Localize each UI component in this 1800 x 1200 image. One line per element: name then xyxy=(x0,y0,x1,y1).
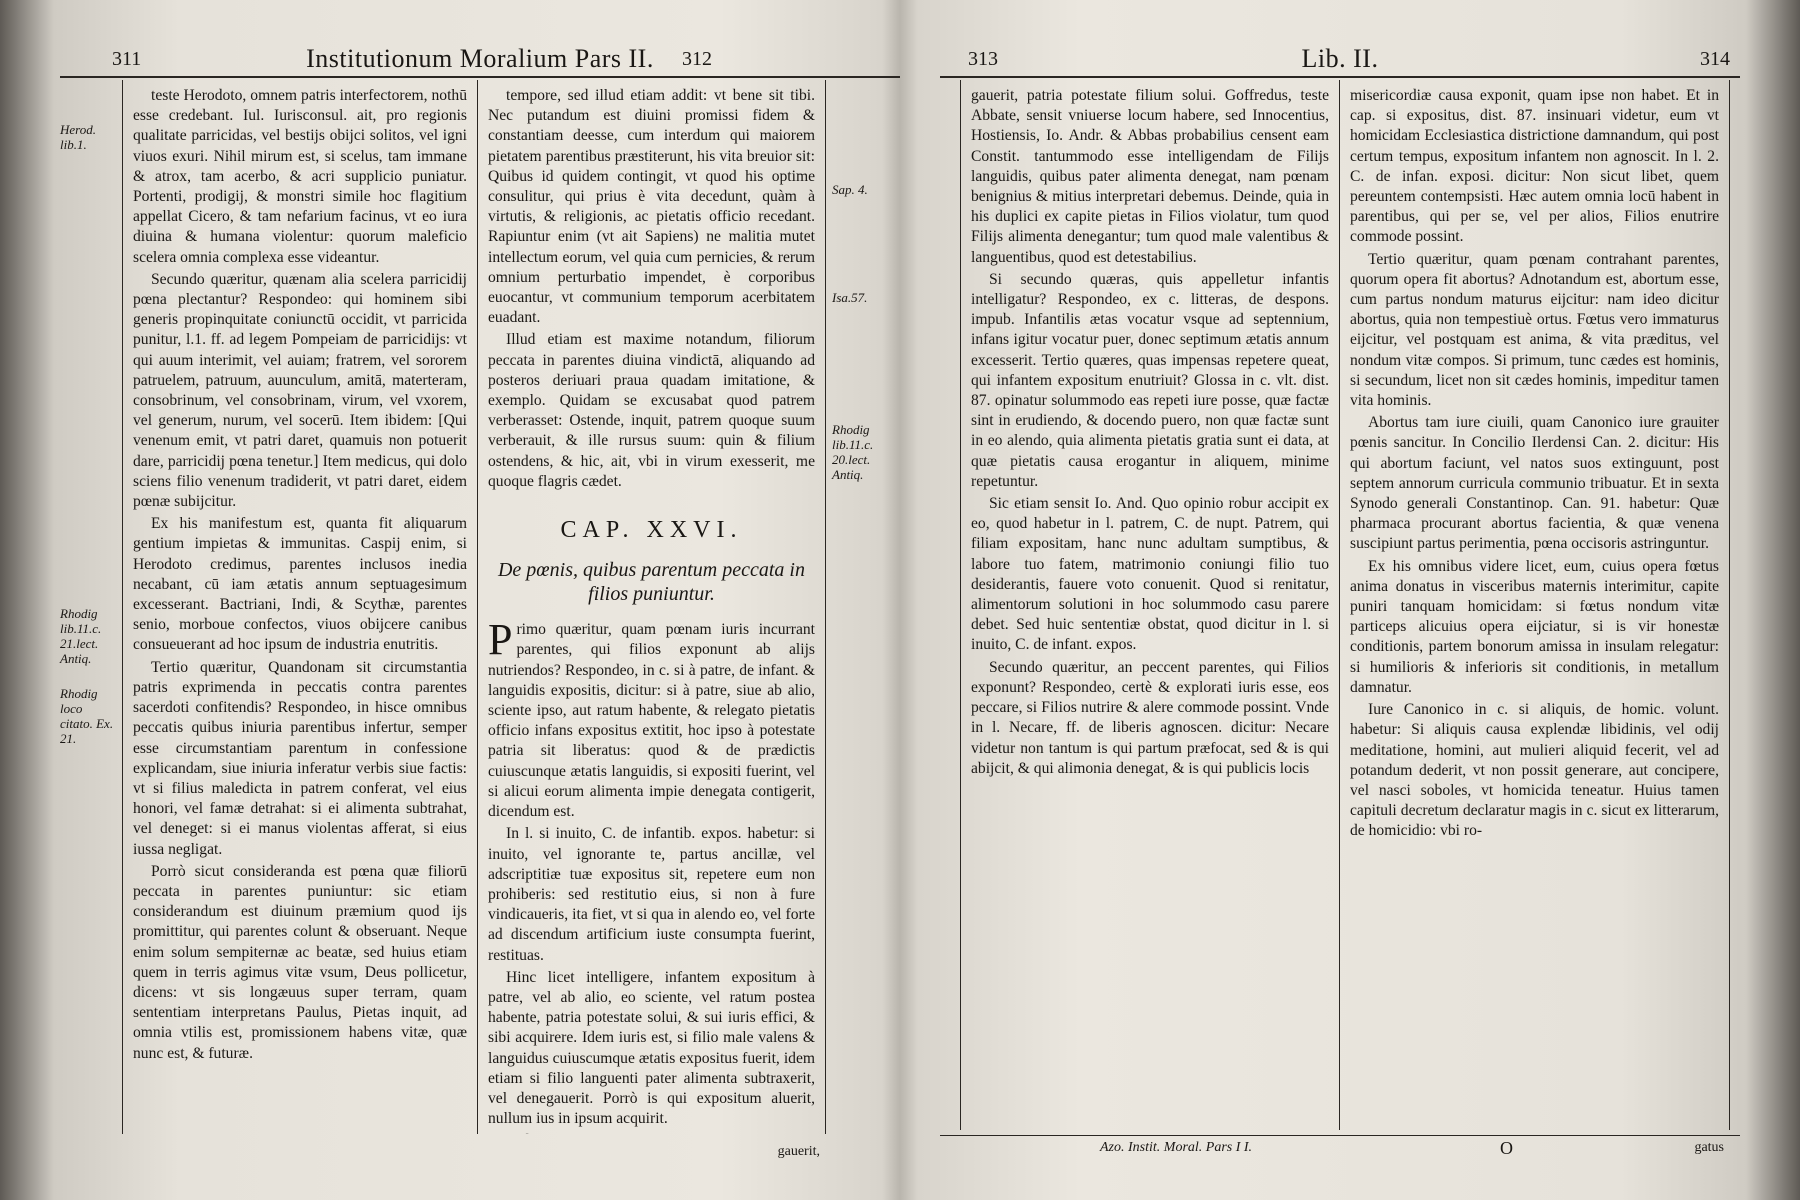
margin-note: Rhodig lib.11.c. 20.lect. Antiq. xyxy=(832,422,874,482)
signature-letter: O xyxy=(1500,1138,1513,1158)
paragraph: Tertio quæritur, Quandonam sit circumstantia patris exprimenda in peccatis contra parentes sacerdoti confitendis? Respondeo, in hisce omnibus peccatis quibus iniuria parentibus infertur, semper esse circumstantiam parentum in confessione explicandam, siue iniuria inferatur verbis siue factis: vt si filius maledicta in patrem conferat, vel eius honori, vel famæ detrahat: si ei alimenta subtrahat, vel deneget: si ei manus violentas afferat, si eius iussa negligat. xyxy=(133,658,467,858)
left-column-1 xyxy=(122,80,478,1134)
outer-margin-notes xyxy=(60,80,120,1080)
paragraph xyxy=(488,615,815,822)
paragraph: teste Herodoto, omnem patris interfectorem, nothū esse credebant. Iul. Iurisconsul. ait, pro regionis qualitate parricidas, vel bestijs obijci solitos, vel igni viuos exuri. Nihil mirum est, si scelus, tam immane & atrox, tam acerbo, & acri supplicio puniatur. Portenti, prodigij, & monstri simile hoc flagitium appellat Cicero, & tam nefarium facinus, vt eo iura diuina & humana violentur: quorum maleficio scelera omnia complexa esse videantur. xyxy=(133,87,467,266)
right-column-2 xyxy=(1340,80,1730,1130)
paragraph: gauerit, patria potestate filium solui. Goffredus, teste Abbate, sensit vniuerse locum habere, sed Innocentius, Hostiensis, Io. Andr. & Abbas probabilius censent eam Constit. tantummodo esse intelligendam de Filijs languidis, quibus pater alimenta denegat, nam pœnam benignius & mitius interpretari debemus. Deinde, quia in his duplici ex capite pietas in Filios violatur, tum quod Filijs alimenta denegantur; tum quod male valentibus & languentibus, quod est detestabilius. xyxy=(971,87,1329,266)
left-column-2 xyxy=(478,80,826,1134)
paragraph: Sic etiam sensit Io. And. Quo opinio robur accipit ex eo, quod habetur in l. patrem, C. de nupt. Patrem, qui filiam expositam, hanc nunc adultam sumptibus, & labore tuo fatem, matrimonio coniungi filio tuo desiderantis, fauere voto conuenit. Quod si renitatur, alimentorum solutioni in hoc solummodo casu parere debet. Sed huic sententiæ obstat, quod dicitur in l. si inuito, C. de infant. expos. xyxy=(971,495,1329,654)
right-page xyxy=(940,40,1740,1160)
page-number-314: 314 xyxy=(1700,48,1730,70)
paragraph: tempore, sed illud etiam addit: vt bene sit tibi. Nec putandum est diuini promissi fidem & constantiam deesse, cum interdum qui maiorem pietatem parentibus præstiterunt, his vita breuior sit: Quibus id quidem contingit, vt quod his optime consulitur, qui prius è vita decedunt, quàm à virtutis, & religionis, ac pietatis officio recedant. Rapiuntur enim (vt ait Sapiens) ne malitia mutet intellectum eorum, vel quia cum pernicies, & rerum omnium perturbatio impendet, è corporibus euocantur, vt communium temporum acerbitatem euadant. xyxy=(488,87,815,327)
paragraph: Ex his manifestum est, quanta fit aliquarum gentium impietas & immunitas. Caspij enim, si Herodoto credimus, parentes inclusos inedia necabant, cū iam ætatis annum septuagesimum excesserant. Bactriani, Indi, & Scythæ, parentes senio, morboue confectos, viuos obijcere canibus consueuerant ad hoc ipsum de industria enutritis. xyxy=(133,515,467,654)
paragraph: Ex his omnibus videre licet, eum, cuius opera fœtus anima donatus in visceribus maternis interimitur, capite puniri tanquam homicidam: si fœtus nondum vitæ particeps alicuius opera eijciatur, si is vir honestæ conditionis, partem bonorum amissa in insulam relegatur: si humilioris & inferioris sit conditionis, in metallum damnatur. xyxy=(1350,557,1719,696)
paragraph: Abortus tam iure ciuili, quam Canonico iure grauiter pœnis sancitur. In Concilio Ilerdensi Can. 2. dicitur: His qui abortum faciunt, vel natos suos extinguunt, post septem annorum curricula communio tribuatur. Et in sexta Synodo generali Constantinop. Can. 91. habetur: Quæ pharmaca procurant abortus facientia, & quæ venena suscipiunt partus perimentia, pœna occisoris astringuntur. xyxy=(1350,414,1719,553)
paragraph: Si secundo quæras, quis appelletur infantis intelligatur? Respondeo, ex c. litteras, de despons. impub. Infantilis ætas vocatur vsque ad septennium, infans igitur vocatur puer, donec septimum ætatis annum excesserit. Tertio quæres, quas impensas repetere queat, qui infantem expositum enutriuit? Glossa in c. vlt. dist. 87. opinatur solummodo eas repeti iure posse, quæ factæ sint in erudiendo, & docendo puero, non quæ factæ sunt in eo alendo, quia alimenta pietatis gratia sunt ei data, at quæ pietatis causa erogantur in aliquem, minime repetuntur. xyxy=(971,270,1329,490)
page-number-311: 311 xyxy=(112,48,142,70)
margin-note: Sap. 4. xyxy=(832,182,868,197)
margin-note: Isa.57. xyxy=(832,290,868,305)
paragraph xyxy=(488,1131,815,1134)
margin-note: Rhodig loco citato. Ex. 21. xyxy=(60,686,114,746)
inner-margin-notes xyxy=(832,80,898,1080)
chapter-title: De pœnis, quibus parentum peccata in filios puniuntur. xyxy=(497,559,805,606)
paragraph: Porrò sicut consideranda est pœna quæ filiorū peccata in parentes puniuntur: sic etiam considerandum est diuinum præmium quod ijs promittitur, qui parentes colunt & obseruant. Neque enim solum sempiternæ ac beatæ, sed huius etiam quem in terris agimus vitæ vsum, Deus pollicetur, dicens: vt sis longæuus super terram, quam sententiam interpretans Paulus, Pietas inquit, ad omnia vtilis est, promissionem habens vitæ, quæ nunc est, & futuræ. xyxy=(133,862,467,1062)
left-page xyxy=(60,40,900,1160)
drop-cap: P xyxy=(488,615,513,665)
paragraph: Secundo quæritur, quænam alia scelera parricidij pœna plectantur? Respondeo: qui hominem sibi generis propinquitate coniunctū occidit, vt parricida punitur, l.1. ff. ad legem Pompeiam de parricidijs: vt qui auum interimit, vel auiam; fratrem, vel sororem patruelem, patruum, auunculum, amitā, materteram, consobrinum, vel consobrinam, virum, vel vxorem, vel generum, nurum, vel socerū. Item ibidem: [Qui venenum emit, vt patri daret, quamuis non potuerit dare, parricidij pœna tenetur.] Item medicus, qui dolo sciens filio venenum tradiderit, vt patri daret, eidem pœnæ subijcitur. xyxy=(133,270,467,511)
catchword: gauerit, xyxy=(777,1144,820,1159)
paragraph: Illud etiam est maxime notandum, filiorum peccata in parentes diuina vindictā, aliquando ad posteros deriuari praua quadam imitatione, & exemplo. Quidam se excusabat quod patrem verberasset: Ostende, inquit, patrem quoque suum verberauit, & ille rursus suum: quin & filium ostendens, & hic, ait, vbi in virum exesserit, me quoque flagris cædet. xyxy=(488,331,815,490)
running-title-left: Institutionum Moralium Pars II. xyxy=(306,44,654,73)
margin-note: Herod. lib.1. xyxy=(60,122,96,152)
signature-line: Azo. Instit. Moral. Pars I I. xyxy=(1100,1140,1253,1155)
paragraph: Iure Canonico in c. si aliquis, de homic. volunt. habetur: Si aliquis causa explendæ libidinis, vel odij meditatione, homini, aut mulieri aliquid fecerit, vel ad potandum dederit, vt non possit generare, aut concipere, vel nasci soboles, vt homicida teneatur. Huius tamen capituli decretum declaratur magis in c. sicut ex litterarum, de homicidio: vbi ro- xyxy=(1350,701,1719,840)
chapter-heading: CAP. XXVI. xyxy=(560,517,743,544)
right-column-1 xyxy=(960,80,1340,1130)
paragraph: Secundo quæritur, an peccent parentes, qui Filios exponunt? Respondeo, certè & explorati iuris esse, eos peccare, si Filios nutrire & alere commode possint. Vnde in l. Necare, ff. de liberis agnoscen. dicitur: Necare videtur non tantum is qui partum præfocat, sed & is qui abijcit, & qui alimonia denegat, & is qui publicis locis xyxy=(971,658,1329,777)
paragraph: misericordiæ causa exponit, quam ipse non habet. Et in cap. si expositus, dist. 87. insinuari videtur, eum vt homicidam Ecclesiastica districtione damnandum, qui post certum tempus, expositum infantem non agnoscit. In l. 2. C. de infan. exposi. dicitur: Non sicut libet, quem pereuntem contempsisti. Hæc autem omnia locū habent in parentibus, qui per se, vel per alios, Filios enutrire commode possint. xyxy=(1350,87,1719,246)
right-page-footer xyxy=(940,1135,1740,1160)
paragraph: Hinc licet intelligere, infantem expositum à patre, vel ab alio, eo sciente, vel ratum postea habente, patria potestate solui, & sui iuris effici, & sibi acquirere. Idem iuris est, si filio male valens & languidus cuiuscumque ætatis expositus fuerit, idem etiam si filio languenti pater alimenta subtraxerit, vel denegauerit. Porrò is qui expositum aluerit, nullum ius in ipsum acquirit. xyxy=(488,968,815,1128)
paragraph: Tertio quæritur, quam pœnam contrahant parentes, quorum opera fit abortus? Adnotandum est, abortum esse, cum partus nondum maturus eijcitur: nam ideo dicitur abortus, quia non tempestiuè ortus. Fœtus vero immaturus eijcitur, vel postquam est anima, & vita præditus, vel nondum vitæ compos. Si primum, tunc cædes est hominis, si secundum, licet non sit cædes hominis, impeditur tamen vita hominis. xyxy=(1350,250,1719,410)
paragraph-text: rimo quæritur, quam pœnam iuris incurrant parentes, qui filios exponunt ab alijs nutriendos? Respondeo, in c. si à patre, de infant. & languidis expositis, dicitur: si à patre, siue ab alio, sciente ipso, aut ratum habente, & relegato pietatis officio infans expositus extitit, hoc ipso à potestate patria sit liberatus: quod & de prædictis cuiuscunque ætatis languidis, si expositi fuerint, vel si alicui eorum alimenta impie denegata contigerit, dicendum est. xyxy=(488,621,815,821)
margin-note: Rhodig lib.11.c. 21.lect. Antiq. xyxy=(60,606,102,666)
running-title-right: Lib. II. xyxy=(1301,44,1379,73)
page-number-312: 312 xyxy=(682,48,712,70)
left-page-header xyxy=(60,40,900,78)
paragraph: In l. si inuito, C. de infantib. expos. habetur: si inuito, vel ignorante te, partus ancillæ, vel adscriptitiæ tuæ expositus sit, repetere eum non prohiberis: sed restitutio eius, si non à fure vindicaueris, ita fiet, vt si qua in alendo eo, vel forte ad discendum artificium iuste consumpta fuerint, restituas. xyxy=(488,825,815,964)
catchword: gatus xyxy=(1694,1140,1724,1155)
right-page-header xyxy=(940,40,1740,78)
page-number-313: 313 xyxy=(968,48,998,70)
